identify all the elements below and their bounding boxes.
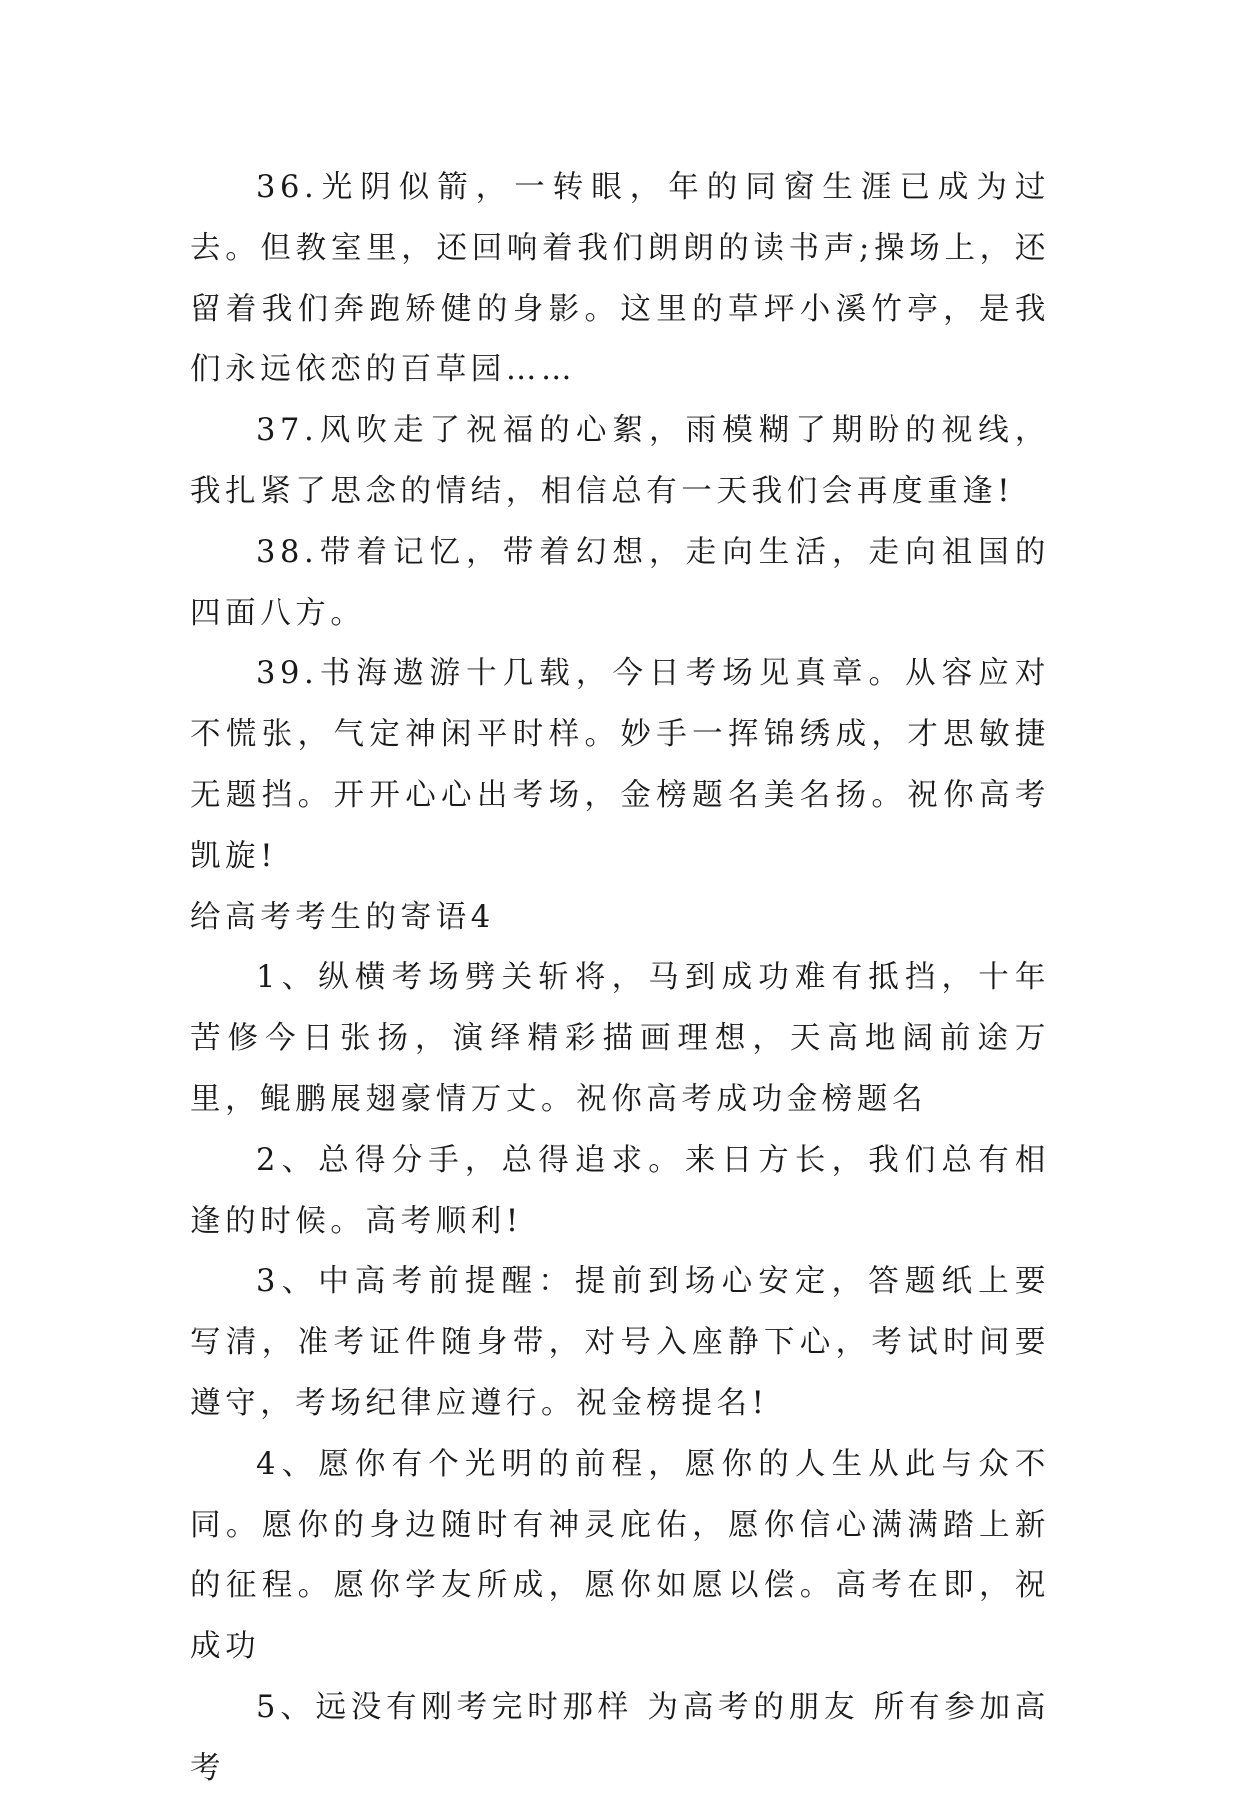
paragraph-36: 36.光阴似箭，一转眼，年的同窗生涯已成为过去。但教室里，还回响着我们朗朗的读书声;操场上，还留着我们奔跑矫健的身影。这里的草坪小溪竹亭，是我们永远依恋的百草园…… [190,170,1050,388]
section-heading: 给高考考生的寄语4 [190,899,495,935]
paragraph-4: 4、愿你有个光明的前程，愿你的人生从此与众不同。愿你的身边随时有神灵庇佑，愿你信心满满踏上新的征程。愿你学友所成，愿你如愿以偿。高考在即，祝成功 [190,1446,1050,1665]
paragraph-39: 39.书海遨游十几载，今日考场见真章。从容应对不慌张，气定神闲平时样。妙手一挥锦绣成，才思敏捷无题挡。开开心心出考场，金榜题名美名扬。祝你高考凯旋! [190,656,1050,874]
paragraph-5: 5、远没有刚考完时那样 为高考的朋友 所有参加高考 [190,1689,1050,1786]
document-page [190,158,1050,1800]
paragraph-2: 2、总得分手，总得追求。来日方长，我们总有相逢的时候。高考顺利! [190,1142,1050,1239]
paragraph-3: 3、中高考前提醒：提前到场心安定，答题纸上要写清，准考证件随身带，对号入座静下心，考试时间要遵守，考场纪律应遵行。祝金榜提名! [190,1264,1050,1421]
paragraph-1: 1、纵横考场劈关斩将，马到成功难有抵挡，十年苦修今日张扬，演绎精彩描画理想，天高地阔前途万里，鲲鹏展翅豪情万丈。祝你高考成功金榜题名 [190,960,1050,1117]
paragraph-38: 38.带着记忆，带着幻想，走向生活，走向祖国的四面八方。 [190,534,1050,631]
paragraph-37: 37.风吹走了祝福的心絮，雨模糊了期盼的视线，我扎紧了思念的情结，相信总有一天我们会再度重逢! [190,413,1050,509]
